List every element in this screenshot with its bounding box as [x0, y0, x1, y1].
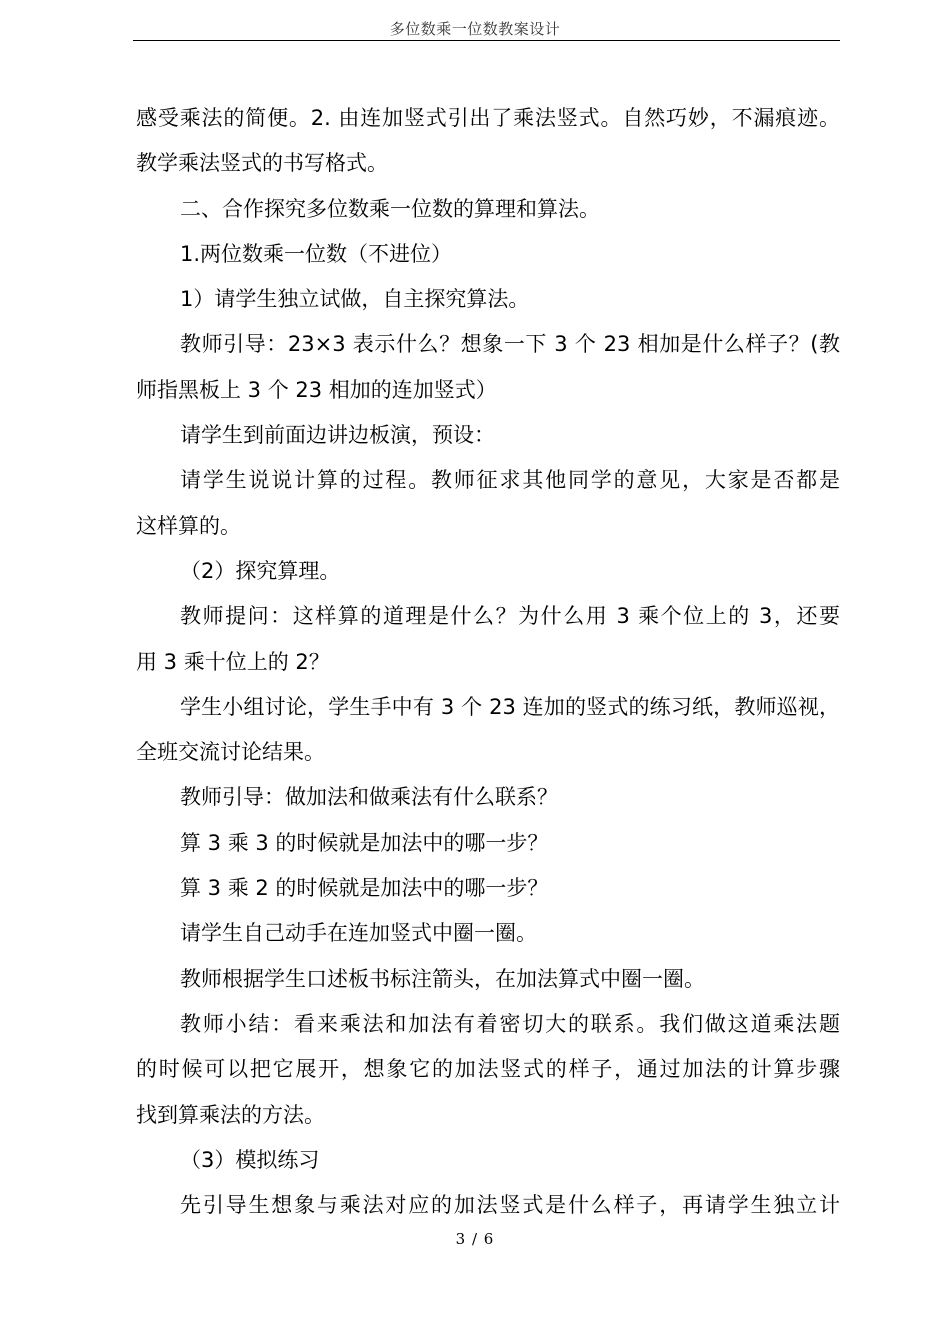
document-body	[136, 96, 840, 1228]
text-line: 二、合作探究多位数乘一位数的算理和算法。	[180, 196, 600, 221]
text-line: 的时候可以把它展开，想象它的加法竖式的样子，通过加法的计算步骤	[136, 1057, 840, 1082]
text-line: 1.两位数乘一位数（不进位）	[180, 241, 453, 266]
page-number: 3 / 6	[455, 1230, 495, 1248]
text-line: 1）请学生独立试做，自主探究算法。	[180, 287, 530, 312]
text-line: 请学生自己动手在连加竖式中圈一圈。	[180, 921, 537, 946]
text-line: 教师引导：做加法和做乘法有什么联系？	[180, 785, 558, 810]
text-line: 教师提问：这样算的道理是什么？为什么用 3 乘个位上的 3，还要	[180, 604, 840, 629]
text-line: 教师引导：23×3 表示什么？想象一下 3 个 23 相加是什么样子？(教	[180, 332, 840, 357]
text-line: 算 3 乘 3 的时候就是加法中的哪一步？	[180, 830, 549, 855]
header-divider	[133, 40, 840, 41]
text-line: 全班交流讨论结果。	[136, 740, 325, 765]
text-line: 教师根据学生口述板书标注箭头，在加法算式中圈一圈。	[180, 966, 705, 991]
text-line: 感受乘法的简便。2. 由连加竖式引出了乘法竖式。自然巧妙，不漏痕迹。	[136, 106, 840, 130]
text-line: 师指黑板上 3 个 23 相加的连加竖式）	[136, 377, 497, 402]
text-line: 请学生到前面边讲边板演，预设：	[180, 423, 495, 448]
text-line: 教学乘法竖式的书写格式。	[136, 151, 388, 176]
text-line: （2）探究算理。	[180, 558, 341, 583]
text-line: 用 3 乘十位上的 2？	[136, 649, 330, 674]
text-line: 这样算的。	[136, 513, 241, 538]
text-line: （3）模拟练习	[180, 1147, 320, 1172]
text-line: 找到算乘法的方法。	[136, 1102, 325, 1127]
text-line: 先引导生想象与乘法对应的加法竖式是什么样子，再请学生独立计	[180, 1193, 840, 1218]
text-line: 教师小结：看来乘法和加法有着密切大的联系。我们做这道乘法题	[180, 1011, 840, 1036]
text-line: 请学生说说计算的过程。教师征求其他同学的意见，大家是否都是	[180, 468, 840, 493]
page-header-title: 多位数乘一位数教案设计	[389, 20, 561, 38]
text-line: 学生小组讨论，学生手中有 3 个 23 连加的竖式的练习纸，教师巡视，	[180, 694, 840, 719]
text-line: 算 3 乘 2 的时候就是加法中的哪一步？	[180, 876, 549, 901]
